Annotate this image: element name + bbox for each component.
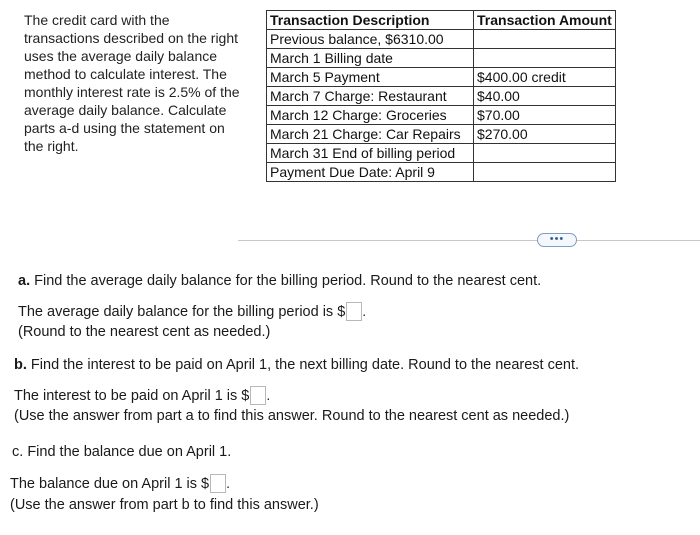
question-c-answer-text: The balance due on April 1 is $ xyxy=(10,476,210,492)
column-header-description: Transaction Description xyxy=(267,11,474,30)
row-amount: $270.00 xyxy=(474,125,616,144)
more-options-button[interactable]: ••• xyxy=(537,233,577,247)
row-amount xyxy=(474,30,616,49)
table-row xyxy=(267,163,616,182)
table-row xyxy=(267,87,616,106)
question-c-answer-line: The balance due on April 1 is $ . xyxy=(10,475,230,492)
section-divider xyxy=(238,240,700,241)
table-row xyxy=(267,125,616,144)
transaction-table xyxy=(266,10,616,182)
table-row xyxy=(267,49,616,68)
row-description: March 1 Billing date xyxy=(267,49,474,68)
row-description: March 21 Charge: Car Repairs xyxy=(267,125,474,144)
question-b-answer-text: The interest to be paid on April 1 is $ xyxy=(14,388,250,404)
column-header-amount: Transaction Amount xyxy=(474,11,616,30)
answer-c-input[interactable] xyxy=(210,474,226,493)
question-c-letter: c. xyxy=(12,444,24,460)
question-a-prompt xyxy=(18,273,541,289)
row-amount: $400.00 credit xyxy=(474,68,616,87)
table-row xyxy=(267,106,616,125)
question-c-text: Find the balance due on April 1. xyxy=(27,444,232,460)
question-b-prompt xyxy=(14,357,579,373)
problem-intro: The credit card with the transactions described on the right uses the average daily balance method to calculate interest. The monthly interest rate is 2.5% of the average daily balance. Calculate parts a-d using the statement on the right. xyxy=(24,12,240,154)
question-b-note: (Use the answer from part a to find this answer. Round to the nearest cent as needed.) xyxy=(14,408,570,424)
row-amount xyxy=(474,163,616,182)
table-row xyxy=(267,68,616,87)
question-a-note: (Round to the nearest cent as needed.) xyxy=(18,324,271,340)
table-row xyxy=(267,144,616,163)
row-amount xyxy=(474,144,616,163)
question-b-letter: b. xyxy=(14,357,27,373)
question-a-answer-text: The average daily balance for the billing period is $ xyxy=(18,304,346,320)
answer-b-input[interactable] xyxy=(250,386,266,405)
row-amount xyxy=(474,49,616,68)
row-description: Previous balance, $6310.00 xyxy=(267,30,474,49)
question-c-prompt xyxy=(12,444,231,460)
question-b-answer-line: The interest to be paid on April 1 is $ . xyxy=(14,387,271,404)
question-a-letter: a. xyxy=(18,273,31,289)
answer-a-input[interactable] xyxy=(346,302,362,321)
question-a-text: Find the average daily balance for the billing period. Round to the nearest cent. xyxy=(34,273,542,289)
row-description: Payment Due Date: April 9 xyxy=(267,163,474,182)
row-description: March 7 Charge: Restaurant xyxy=(267,87,474,106)
row-amount: $70.00 xyxy=(474,106,616,125)
row-description: March 31 End of billing period xyxy=(267,144,474,163)
row-description: March 5 Payment xyxy=(267,68,474,87)
row-amount: $40.00 xyxy=(474,87,616,106)
question-b-text: Find the interest to be paid on April 1, the next billing date. Round to the nearest cent. xyxy=(30,357,580,373)
question-a-answer-line: The average daily balance for the billing period is $ . xyxy=(18,303,367,320)
question-c-note: (Use the answer from part b to find this answer.) xyxy=(10,497,319,513)
table-row xyxy=(267,30,616,49)
table-header-row xyxy=(267,11,616,30)
row-description: March 12 Charge: Groceries xyxy=(267,106,474,125)
